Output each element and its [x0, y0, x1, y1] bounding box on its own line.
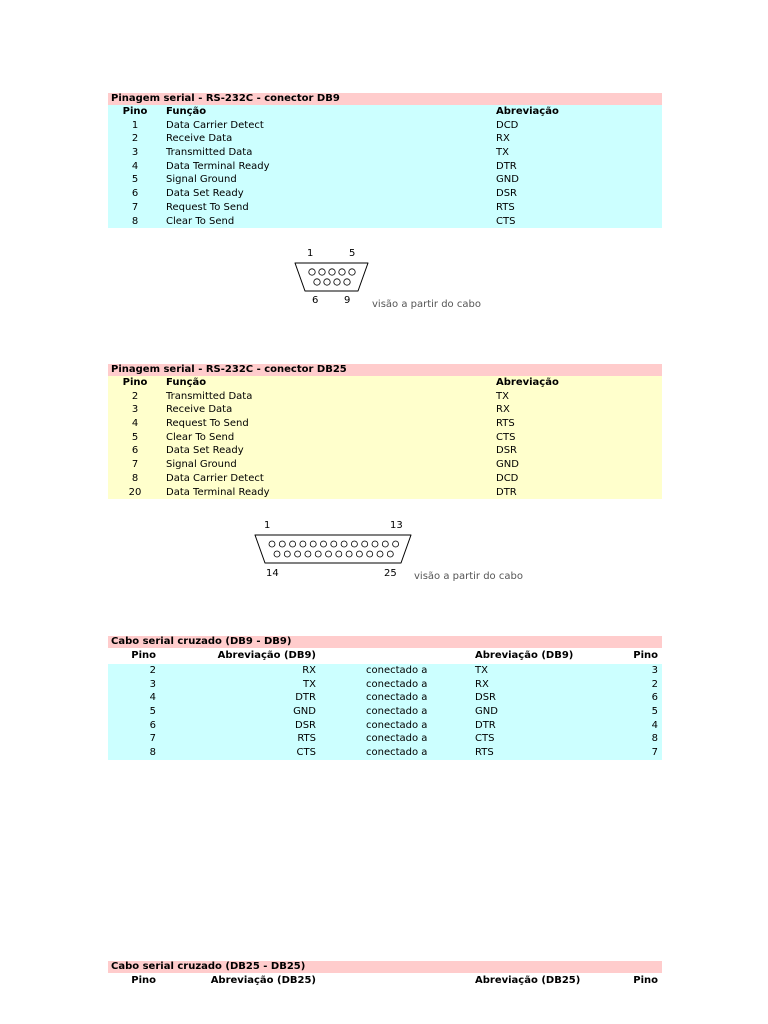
- abr-cell: RX: [496, 133, 510, 145]
- table-row: [108, 132, 662, 146]
- pino-left-cell: 4: [149, 692, 156, 704]
- header-pino-left: Pino: [131, 650, 156, 661]
- table-row: [108, 444, 662, 458]
- funcao-cell: Request To Send: [166, 418, 249, 430]
- table-row: [108, 486, 662, 500]
- pino-right-cell: 4: [651, 719, 658, 731]
- table-row: [108, 472, 662, 486]
- abr-right-cell: TX: [475, 665, 488, 676]
- abr-right-cell: GND: [475, 706, 498, 718]
- db25-pinout-table: [108, 364, 662, 499]
- pino-left-cell: 3: [149, 678, 156, 690]
- pino-cell: 5: [131, 174, 139, 186]
- abr-left-cell: GND: [293, 706, 316, 718]
- pino-cell: 2: [131, 133, 139, 145]
- pino-cell: 6: [131, 445, 139, 457]
- connected-to-cell: conectado a: [366, 706, 428, 718]
- db9-pinout-body: [108, 105, 662, 228]
- pino-right-cell: 7: [651, 747, 658, 759]
- pino-cell: 8: [131, 472, 139, 484]
- header-pino: Pino: [122, 377, 148, 388]
- funcao-cell: Data Set Ready: [166, 445, 244, 457]
- header-pino-left: Pino: [131, 975, 156, 986]
- header-abr-left: Abreviação (DB9): [217, 650, 316, 661]
- funcao-cell: Clear To Send: [166, 431, 235, 443]
- pino-cell: 7: [131, 459, 139, 471]
- pino-cell: 20: [128, 486, 142, 498]
- abr-left-cell: RX: [302, 665, 316, 676]
- db25-connector-diagram: [250, 518, 540, 588]
- pino-cell: 2: [131, 390, 139, 402]
- connected-to-cell: conectado a: [366, 733, 428, 745]
- abr-cell: DSR: [496, 445, 517, 457]
- pino-left-cell: 8: [149, 747, 156, 759]
- abr-cell: DSR: [496, 188, 517, 200]
- abr-cell: DCD: [496, 119, 519, 131]
- funcao-cell: Signal Ground: [166, 174, 237, 186]
- pin-label-1: 1: [307, 248, 314, 259]
- abr-cell: RTS: [496, 201, 515, 213]
- db25-cross-title: Cabo serial cruzado (DB25 - DB25): [108, 961, 662, 973]
- funcao-cell: Signal Ground: [166, 459, 237, 471]
- table-row: [108, 201, 662, 215]
- header-funcao: Função: [166, 377, 207, 388]
- table-row: [108, 664, 662, 678]
- abr-cell: RTS: [496, 418, 515, 430]
- db25-connector-icon: [252, 532, 416, 566]
- db9-pinout-title: Pinagem serial - RS-232C - conector DB9: [108, 93, 662, 105]
- table-row: [108, 390, 662, 404]
- pino-cell: 3: [131, 404, 139, 416]
- pino-right-cell: 2: [651, 678, 658, 690]
- table-header: [108, 973, 662, 989]
- header-abr-left: Abreviação (DB25): [210, 975, 316, 986]
- header-abr-right: Abreviação (DB9): [475, 650, 574, 661]
- funcao-cell: Data Terminal Ready: [166, 160, 270, 172]
- pino-cell: 3: [131, 147, 139, 159]
- abr-cell: TX: [496, 147, 509, 159]
- funcao-cell: Request To Send: [166, 201, 249, 213]
- abr-left-cell: DTR: [295, 692, 316, 704]
- connected-to-cell: conectado a: [366, 692, 428, 704]
- funcao-cell: Receive Data: [166, 404, 233, 416]
- table-row: [108, 719, 662, 733]
- funcao-cell: Clear To Send: [166, 215, 235, 227]
- pino-right-cell: 8: [651, 733, 658, 745]
- table-header: [108, 648, 662, 664]
- connected-to-cell: conectado a: [366, 747, 428, 759]
- db9-cross-title: Cabo serial cruzado (DB9 - DB9): [108, 636, 662, 648]
- abr-left-cell: DSR: [295, 719, 316, 731]
- pino-left-cell: 6: [149, 719, 156, 731]
- db9-connector-icon: [292, 260, 372, 294]
- table-row: [108, 403, 662, 417]
- funcao-cell: Data Carrier Detect: [166, 119, 264, 131]
- pino-left-cell: 2: [149, 665, 156, 676]
- pino-cell: 5: [131, 431, 139, 443]
- abr-left-cell: TX: [303, 678, 316, 690]
- table-row: [108, 431, 662, 445]
- pino-cell: 1: [131, 119, 139, 131]
- abr-left-cell: CTS: [296, 747, 316, 759]
- abr-cell: GND: [496, 174, 519, 186]
- abr-cell: DCD: [496, 472, 519, 484]
- abr-right-cell: RX: [475, 678, 489, 690]
- abr-cell: CTS: [496, 431, 516, 443]
- header-abr-right: Abreviação (DB25): [475, 975, 581, 986]
- funcao-cell: Data Carrier Detect: [166, 472, 264, 484]
- funcao-cell: Transmitted Data: [166, 147, 253, 159]
- table-row: [108, 691, 662, 705]
- table-row: [108, 458, 662, 472]
- table-row: [108, 678, 662, 692]
- table-row: [108, 746, 662, 760]
- header-funcao: Função: [166, 106, 207, 117]
- funcao-cell: Transmitted Data: [166, 390, 253, 402]
- table-row: [108, 215, 662, 229]
- db9-cross-body: [108, 664, 662, 760]
- pino-right-cell: 5: [651, 706, 658, 718]
- db9-cross-cable-table: [108, 636, 662, 760]
- pin-label-25: 25: [384, 568, 397, 579]
- connected-to-cell: conectado a: [366, 719, 428, 731]
- header-pino-right: Pino: [633, 650, 658, 661]
- db9-diagram-caption: visão a partir do cabo: [372, 299, 481, 310]
- pin-label-6: 6: [312, 295, 319, 306]
- table-row: [108, 417, 662, 431]
- funcao-cell: Receive Data: [166, 133, 233, 145]
- connected-to-cell: conectado a: [366, 678, 428, 690]
- pino-left-cell: 7: [149, 733, 156, 745]
- table-row: [108, 187, 662, 201]
- header-abreviacao: Abreviação: [496, 377, 559, 388]
- pino-cell: 7: [131, 201, 139, 213]
- pino-cell: 4: [131, 160, 139, 172]
- db9-connector-diagram: [290, 246, 490, 316]
- table-row: [108, 705, 662, 719]
- pin-label-13: 13: [390, 520, 403, 531]
- table-row: [108, 160, 662, 174]
- pino-left-cell: 5: [149, 706, 156, 718]
- pin-label-1: 1: [264, 520, 271, 531]
- db25-cross-cable-table: [108, 961, 662, 989]
- abr-right-cell: DSR: [475, 692, 496, 704]
- pin-label-5: 5: [349, 248, 356, 259]
- abr-cell: TX: [496, 390, 509, 402]
- pino-right-cell: 6: [651, 692, 658, 704]
- pin-label-14: 14: [266, 568, 279, 579]
- table-row: [108, 173, 662, 187]
- table-row: [108, 732, 662, 746]
- abr-right-cell: CTS: [475, 733, 495, 745]
- abr-cell: CTS: [496, 215, 516, 227]
- table-header: [108, 376, 662, 390]
- table-row: [108, 119, 662, 133]
- pin-label-9: 9: [344, 295, 351, 306]
- pino-cell: 6: [131, 188, 139, 200]
- pino-cell: 8: [131, 215, 139, 227]
- abr-cell: DTR: [496, 486, 517, 498]
- header-pino-right: Pino: [633, 975, 658, 986]
- connected-to-cell: conectado a: [366, 665, 428, 676]
- header-pino: Pino: [122, 106, 148, 117]
- abr-right-cell: RTS: [475, 747, 494, 759]
- db25-pinout-title: Pinagem serial - RS-232C - conector DB25: [108, 364, 662, 376]
- funcao-cell: Data Terminal Ready: [166, 486, 270, 498]
- pino-cell: 4: [131, 418, 139, 430]
- abr-cell: DTR: [496, 160, 517, 172]
- abr-left-cell: RTS: [297, 733, 316, 745]
- header-abreviacao: Abreviação: [496, 106, 559, 117]
- table-row: [108, 146, 662, 160]
- abr-cell: RX: [496, 404, 510, 416]
- abr-cell: GND: [496, 459, 519, 471]
- funcao-cell: Data Set Ready: [166, 188, 244, 200]
- db25-pinout-body: [108, 376, 662, 499]
- abr-right-cell: DTR: [475, 719, 496, 731]
- db25-diagram-caption: visão a partir do cabo: [414, 571, 523, 582]
- table-header: [108, 105, 662, 119]
- db9-pinout-table: [108, 93, 662, 228]
- pino-right-cell: 3: [651, 665, 658, 676]
